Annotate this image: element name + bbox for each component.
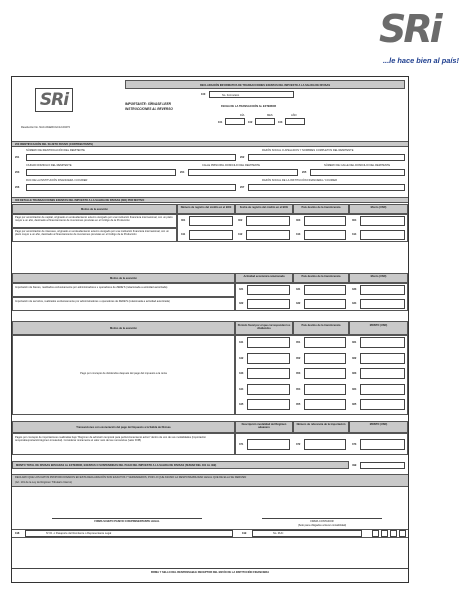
t2-col-actividad: Actividad económica relacionada	[235, 273, 293, 283]
t1-r2-fecha[interactable]	[246, 230, 290, 240]
form-title: DECLARACIÓN INFORMATIVA DE TRANSACCIONES EXENTAS DEL IMPUESTO A LA SALIDA DE DIVISAS	[125, 80, 405, 89]
footer-divider	[12, 568, 408, 569]
t3-code: 343	[239, 372, 244, 376]
code-201: 201	[15, 156, 20, 159]
year-field[interactable]	[285, 118, 305, 125]
firma-label: FIRMA SUJETO PASIVO O REPRESENTANTE LEGAL	[94, 520, 160, 523]
code-103: 103	[278, 121, 283, 124]
code-371: 371	[239, 443, 244, 446]
t1-col-motivo: Motivo de la exención	[12, 204, 177, 214]
t4-row-text: Pagos por concepto de importaciones realizadas bajo "Régimen de admisión temporal para perfeccionamiento activo" dentro de uno de sus modalidades (importación temporal/exportación/régimen inmaterial). Considerar únicamente el valor neto de las mercancías (valor FOB)	[12, 433, 235, 455]
month-field[interactable]	[255, 118, 275, 125]
t1-r1-monto[interactable]	[360, 216, 405, 226]
resolution-text: Resolución No. NAC-DGERCGC12-00473	[21, 126, 70, 129]
t1-r2-registro[interactable]	[189, 230, 233, 240]
code-313: 313	[296, 233, 301, 236]
code-373: 373	[352, 443, 357, 446]
t3-col-motivo: Motivo de la exención	[12, 321, 235, 335]
t4-regimen-field[interactable]	[247, 439, 290, 450]
form-number-label: No. Formulario	[222, 94, 240, 97]
t1-row-1-text: Pago por amortización de capital, originado en endeudamiento externo otorgado por una institución financiera internacional, con un plazo mayor a un año, destinado al financiamiento de inversiones previstas en el Código de la Producción	[12, 214, 177, 228]
r204-label: CALLE PRINCIPAL DOMICILIO DEL REMITENTE	[202, 164, 260, 167]
important-line-2: INSTRUCCIONES AL REVERSO	[125, 107, 173, 111]
code-311: 311	[181, 233, 186, 236]
t2-row-2-text: Importación de servicios, realizados exclusivamente por administradores u operadores de ZEDE'S (relacionada a actividad autorizada)	[12, 297, 235, 311]
t4-col-referencia: Número de referencia de la importación	[293, 421, 349, 433]
anio-label: AÑO	[291, 114, 297, 117]
digit-box-4[interactable]	[399, 530, 406, 537]
sri-logo-text: SRi	[379, 7, 440, 51]
firma-line	[52, 518, 202, 519]
t1-r2-pais[interactable]	[304, 230, 346, 240]
code-321: 321	[239, 288, 244, 291]
ruc-field[interactable]	[252, 530, 362, 537]
contador-note: (Solo para obligados a llevar contabilidad)	[297, 524, 347, 527]
t1-col-fecha: Fecha de registro del crédito en el BCE	[235, 204, 293, 214]
code-333: 333	[352, 288, 357, 291]
t3-col-pais: País destino de la transferencia	[293, 321, 349, 335]
t2-r1-actividad[interactable]	[247, 285, 290, 295]
footer-label: FIRMA Y SELLO DEL RESPONSABLE RECEPTOR DEL ENVÍO DE LA INSTITUCIÓN FINANCIERA	[150, 571, 270, 574]
t1-r1-fecha[interactable]	[246, 216, 290, 226]
slogan: ...le hace bien al país!	[383, 56, 459, 65]
t3-col-periodo: Período fiscal por el que corresponden los dividendos	[235, 321, 293, 335]
t2-col-motivo: Motivo de la exención	[12, 273, 235, 283]
header-logo-area	[15, 80, 123, 140]
t3-code: 353	[296, 372, 301, 376]
declaration-form	[11, 76, 409, 583]
mes-label: MES	[267, 114, 273, 117]
code-372: 372	[296, 443, 301, 446]
t1-r1-pais[interactable]	[304, 216, 346, 226]
code-207: 207	[240, 186, 245, 189]
t2-row-1-text: Importación de bienes, realizados exclusivamente por administradores u operadores de ZEDE'S (relacionada a actividad autorizada)	[12, 283, 235, 297]
t1-col-registro: Número de registro del crédito en el BCE	[177, 204, 235, 214]
t3-field[interactable]	[304, 368, 346, 379]
digit-box-2[interactable]	[381, 530, 388, 537]
t2-col-pais: País destino de la transferencia	[293, 273, 349, 283]
t3-col-monto: MONTO (USD)	[349, 321, 408, 335]
t3-code: 342	[239, 356, 244, 360]
code-322: 322	[239, 302, 244, 305]
id-pasaporte-field[interactable]	[25, 530, 233, 537]
small-logo-box	[35, 88, 73, 112]
r205-label: NÚMERO DE CALLE DEL DOMICILIO DEL REMITENTE	[324, 164, 391, 167]
t2-r2-monto[interactable]	[360, 299, 405, 309]
code-100: 100	[201, 93, 206, 96]
r206-label: RUC DE LA INSTITUCIÓN FINANCIERA / COURIER	[26, 179, 88, 182]
t2-r2-pais[interactable]	[304, 299, 346, 309]
digit-box-3[interactable]	[390, 530, 397, 537]
t1-r2-monto[interactable]	[360, 230, 405, 240]
t3-code: 344	[239, 387, 244, 391]
code-302: 302	[238, 219, 243, 222]
t3-field[interactable]	[247, 337, 290, 348]
t1-row-2-text: Pago por amortización de intereses, originado en endeudamiento externo otorgado por una institución financiera internacional, con un plazo mayor a un año, destinado al financiamiento de inversiones previstas en el Código de la Producción	[12, 228, 177, 242]
t3-field[interactable]	[360, 353, 405, 364]
t3-code: 352	[296, 356, 301, 360]
t2-col-monto: Monto (USD)	[349, 273, 408, 283]
code-304: 304	[352, 219, 357, 222]
calle-field[interactable]	[188, 169, 298, 176]
code-314: 314	[352, 233, 357, 236]
code-301: 301	[181, 219, 186, 222]
r203-label: CIUDAD DOMICILIO DEL REMITENTE	[26, 164, 72, 167]
t4-referencia-field[interactable]	[304, 439, 346, 450]
small-logo-text: SRi	[39, 90, 69, 110]
t3-field[interactable]	[304, 384, 346, 395]
code-101: 101	[218, 121, 223, 124]
dia-label: DÍA	[240, 114, 245, 117]
t3-field[interactable]	[247, 399, 290, 410]
r202-label: RAZÓN SOCIAL O APELLIDOS Y NOMBRES COMPLETOS DEL REMITENTE	[262, 149, 354, 152]
t3-code: 354	[296, 387, 301, 391]
digit-box-1[interactable]	[372, 530, 379, 537]
t3-code: 345	[239, 403, 244, 407]
t1-col-pais: País destino de la transferencia	[293, 204, 349, 214]
ciudad-field[interactable]	[26, 169, 176, 176]
form-number-field[interactable]	[209, 91, 294, 98]
ruc-institucion-field[interactable]	[26, 184, 236, 191]
t2-r1-monto[interactable]	[360, 285, 405, 295]
razon-institucion-field[interactable]	[248, 184, 405, 191]
t3-field[interactable]	[247, 368, 290, 379]
t4-col-motivo: Transacciones con exoneración del pago del Impuesto a la Salida de Divisas	[12, 421, 235, 433]
section-200-header: 200 IDENTIFICACIÓN DEL SUJETO PASIVO (CONTRIBUYENTE)	[12, 141, 408, 147]
t3-code: 341	[239, 341, 244, 344]
t3-field[interactable]	[360, 368, 405, 379]
t3-code: 363	[352, 372, 357, 376]
contador-line	[262, 518, 382, 519]
declaration-article: (Art. 101 de la Ley de Régimen Tributario Interno)	[15, 481, 73, 484]
t3-field[interactable]	[360, 399, 405, 410]
firma-contador-label: FIRMA CONTADOR	[310, 520, 334, 523]
code-331: 331	[296, 288, 301, 291]
t1-col-monto: Monto (USD)	[349, 204, 408, 214]
t3-code: 365	[352, 403, 357, 407]
r207-label: RAZÓN SOCIAL DE LA INSTITUCIÓN FINANCIERA / COURIER	[262, 179, 337, 182]
sri-logo	[379, 7, 449, 51]
declaration-text: DECLARO QUE LOS DATOS PROPORCIONADOS EN ESTA DECLARACIÓN SON EXACTOS Y VERDADEROS, POR LO QUE ASUMO LA RESPONSABILIDAD LEGAL QUE DE ELLA SE DERIVEN	[15, 476, 247, 479]
code-198: 198	[15, 532, 20, 535]
ruc-label: No. RUC	[273, 532, 284, 535]
t3-code: 364	[352, 387, 357, 391]
t1-r1-registro[interactable]	[189, 216, 233, 226]
code-332: 332	[296, 302, 301, 305]
t3-field[interactable]	[360, 337, 405, 348]
important-line-1: IMPORTANTE: SÍRVASE LEER	[125, 102, 171, 106]
day-field[interactable]	[225, 118, 245, 125]
t3-field[interactable]	[360, 384, 405, 395]
t3-field[interactable]	[304, 353, 346, 364]
code-204: 204	[180, 171, 185, 174]
total-field[interactable]	[360, 462, 405, 469]
code-312: 312	[238, 233, 243, 236]
code-205: 205	[302, 171, 307, 174]
total-label: MONTO TOTAL DE DIVISAS ENVIADAS AL EXTERIOR, EXENTAS O SUSPENDIDAS DEL PAGO DEL IMPUESTO A LA SALIDA DE DIVISAS (SUMAR DEL 401 AL 499)	[12, 461, 349, 469]
code-334: 334	[352, 302, 357, 305]
t4-monto-field[interactable]	[360, 439, 405, 450]
t3-code: 362	[352, 356, 357, 360]
code-499: 499	[352, 464, 357, 467]
t3-field[interactable]	[247, 384, 290, 395]
fecha-label: FECHA DE LA TRANSACCIÓN AL EXTERIOR	[221, 105, 277, 108]
id-pasaporte-label: Nº ID. o Pasaporte del Remitente o Representante Legal	[46, 532, 112, 535]
t3-code: 361	[352, 341, 357, 344]
t4-col-monto: MONTO (USD)	[349, 421, 408, 433]
code-303: 303	[296, 219, 301, 222]
t3-code: 355	[296, 403, 301, 407]
r201-label: NÚMERO DE IDENTIFICACIÓN DEL REMITENTE	[26, 149, 85, 152]
t4-col-regimen: Descripción modalidad del Régimen aduanero	[235, 421, 293, 433]
code-202: 202	[240, 156, 245, 159]
numero-calle-field[interactable]	[310, 169, 405, 176]
code-203: 203	[15, 171, 20, 174]
code-102: 102	[248, 121, 253, 124]
remitente-name-field[interactable]	[248, 154, 405, 161]
section-300-header: 300 DETALLE TRANSACCIONES EXENTAS DEL IMPUESTO A LA SALIDA DE DIVISAS (ISD) POR MOTIVO	[12, 197, 408, 203]
t3-field[interactable]	[247, 353, 290, 364]
t2-r2-actividad[interactable]	[247, 299, 290, 309]
t3-field[interactable]	[304, 337, 346, 348]
code-206: 206	[15, 186, 20, 189]
t3-code: 351	[296, 341, 301, 344]
t2-r1-pais[interactable]	[304, 285, 346, 295]
remitente-id-field[interactable]	[26, 154, 236, 161]
t3-field[interactable]	[304, 399, 346, 410]
t3-row-text: Pago por concepto de dividendos después del pago del impuesto a la renta	[12, 335, 235, 415]
code-199: 199	[242, 532, 247, 535]
